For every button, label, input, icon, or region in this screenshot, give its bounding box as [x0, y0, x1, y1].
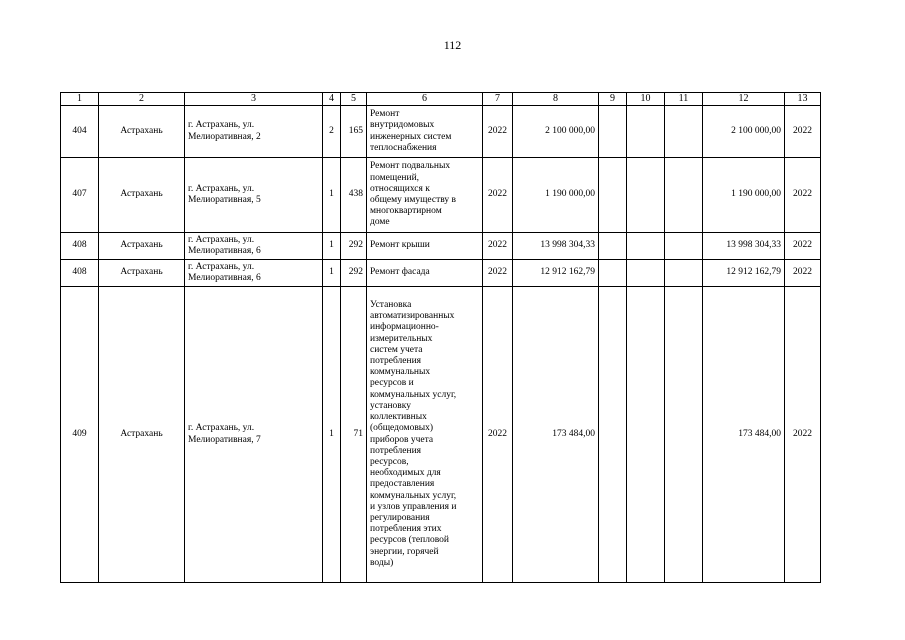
column-header: 1 [61, 93, 99, 106]
cell-row-number: 408 [61, 233, 99, 260]
cell-address [185, 158, 323, 233]
cell-year: 2022 [483, 260, 513, 287]
cell-line: и узлов управления и [370, 501, 457, 512]
cell-line: потребления [370, 356, 422, 367]
cell-col-9 [599, 158, 627, 233]
cell-address [185, 106, 323, 158]
cell-year: 2022 [483, 158, 513, 233]
cell-col-10 [627, 158, 665, 233]
cell-line: доме [370, 217, 390, 228]
repair-program-table [60, 92, 821, 583]
cell-floors: 1 [323, 233, 341, 260]
cell-line: г. Астрахань, ул. [188, 120, 255, 131]
table-header-row [61, 93, 821, 106]
cell-line: приборов учета [370, 434, 434, 445]
cell-col-11 [665, 106, 703, 158]
cell-line: энергии, горячей [370, 546, 439, 557]
cell-line: помещений, [370, 172, 420, 183]
column-header: 7 [483, 93, 513, 106]
cell-col-10 [627, 233, 665, 260]
cell-line: ресурсов (тепловой [370, 535, 449, 546]
cell-line: инженерных систем [370, 131, 452, 142]
cell-line: Мелиоративная, 2 [188, 131, 261, 142]
cell-col-11 [665, 260, 703, 287]
table-row [61, 158, 821, 233]
cell-line: общему имуществу в [370, 195, 457, 205]
cell-cost: 12 912 162,79 [513, 260, 599, 287]
cell-line: г. Астрахань, ул. [188, 423, 255, 434]
column-header: 8 [513, 93, 599, 106]
column-header: 13 [785, 93, 821, 106]
cell-city: Астрахань [99, 106, 185, 158]
cell-line: Ремонт крыши [370, 240, 430, 251]
cell-cost: 2 100 000,00 [513, 106, 599, 158]
cell-line: необходимых для [370, 468, 441, 479]
cell-fund-cost: 13 998 304,33 [703, 233, 785, 260]
cell-completion-year: 2022 [785, 260, 821, 287]
cell-col-9 [599, 106, 627, 158]
column-header: 10 [627, 93, 665, 106]
cell-row-number: 409 [61, 287, 99, 583]
cell-line: информационно- [370, 322, 439, 333]
cell-work-type [367, 233, 483, 260]
column-header: 5 [341, 93, 367, 106]
cell-line: коммунальных услуг, [370, 490, 457, 501]
cell-cost: 1 190 000,00 [513, 158, 599, 233]
cell-line: ресурсов, [370, 456, 409, 467]
cell-line: потребления [370, 445, 422, 456]
cell-line: измерительных [370, 333, 433, 344]
cell-cost: 173 484,00 [513, 287, 599, 583]
table-row [61, 106, 821, 158]
cell-line: г. Астрахань, ул. [188, 261, 255, 272]
cell-line: Мелиоративная, 6 [188, 246, 261, 256]
cell-col-9 [599, 233, 627, 260]
cell-line: Мелиоративная, 5 [188, 195, 261, 205]
cell-year: 2022 [483, 233, 513, 260]
cell-line: г. Астрахань, ул. [188, 183, 255, 194]
table-row [61, 260, 821, 287]
cell-row-number: 408 [61, 260, 99, 287]
cell-row-number: 407 [61, 158, 99, 233]
cell-work-type [367, 158, 483, 233]
table-row [61, 287, 821, 583]
cell-col-10 [627, 106, 665, 158]
cell-row-number: 404 [61, 106, 99, 158]
cell-fund-cost: 2 100 000,00 [703, 106, 785, 158]
cell-line: Ремонт фасада [370, 267, 430, 278]
cell-area: 292 [341, 233, 367, 260]
cell-floors: 1 [323, 158, 341, 233]
cell-line: ресурсов и [370, 378, 414, 389]
cell-floors: 1 [323, 287, 341, 583]
cell-city: Астрахань [99, 233, 185, 260]
cell-line: г. Астрахань, ул. [188, 234, 255, 245]
cell-completion-year: 2022 [785, 158, 821, 233]
cell-address [185, 260, 323, 287]
cell-area: 292 [341, 260, 367, 287]
cell-city: Астрахань [99, 158, 185, 233]
cell-work-type [367, 260, 483, 287]
cell-line: теплоснабжения [370, 142, 437, 153]
cell-col-10 [627, 260, 665, 287]
cell-fund-cost: 173 484,00 [703, 287, 785, 583]
cell-col-11 [665, 158, 703, 233]
cell-address [185, 233, 323, 260]
cell-line: Установка [370, 300, 412, 311]
cell-line: автоматизированных [370, 311, 455, 322]
cell-line: коммунальных [370, 367, 431, 378]
cell-line: воды) [370, 557, 394, 568]
cell-completion-year: 2022 [785, 287, 821, 583]
cell-address [185, 287, 323, 583]
table-row [61, 233, 821, 260]
column-header: 4 [323, 93, 341, 106]
cell-line: (общедомовых) [370, 423, 434, 434]
page-number: 112 [443, 38, 462, 52]
cell-line: относящихся к [370, 183, 430, 194]
cell-fund-cost: 12 912 162,79 [703, 260, 785, 287]
cell-city: Астрахань [99, 260, 185, 287]
column-header: 2 [99, 93, 185, 106]
column-header: 11 [665, 93, 703, 106]
cell-col-10 [627, 287, 665, 583]
cell-cost: 13 998 304,33 [513, 233, 599, 260]
cell-work-type [367, 106, 483, 158]
cell-line: Ремонт подвальных [370, 161, 451, 172]
cell-area: 438 [341, 158, 367, 233]
cell-line: регулирования [370, 512, 430, 523]
cell-line: внутридомовых [370, 120, 435, 131]
cell-floors: 1 [323, 260, 341, 287]
cell-col-11 [665, 287, 703, 583]
column-header: 9 [599, 93, 627, 106]
cell-line: систем учета [370, 344, 423, 355]
cell-area: 165 [341, 106, 367, 158]
cell-completion-year: 2022 [785, 233, 821, 260]
cell-area: 71 [341, 287, 367, 583]
cell-line: многоквартирном [370, 206, 442, 217]
cell-line: Мелиоративная, 7 [188, 434, 261, 445]
column-header: 3 [185, 93, 323, 106]
cell-floors: 2 [323, 106, 341, 158]
cell-line: коллективных [370, 412, 427, 423]
cell-line: Мелиоративная, 6 [188, 273, 261, 283]
column-header: 12 [703, 93, 785, 106]
cell-col-11 [665, 233, 703, 260]
column-header: 6 [367, 93, 483, 106]
cell-year: 2022 [483, 287, 513, 583]
cell-year: 2022 [483, 106, 513, 158]
cell-col-9 [599, 287, 627, 583]
cell-line: потребления этих [370, 524, 442, 535]
cell-work-type [367, 287, 483, 583]
cell-line: коммунальных услуг, [370, 389, 457, 400]
cell-line: установку [370, 400, 412, 411]
cell-line: Ремонт [370, 109, 400, 120]
cell-col-9 [599, 260, 627, 287]
cell-fund-cost: 1 190 000,00 [703, 158, 785, 233]
cell-city: Астрахань [99, 287, 185, 583]
cell-line: предоставления [370, 479, 435, 490]
cell-completion-year: 2022 [785, 106, 821, 158]
